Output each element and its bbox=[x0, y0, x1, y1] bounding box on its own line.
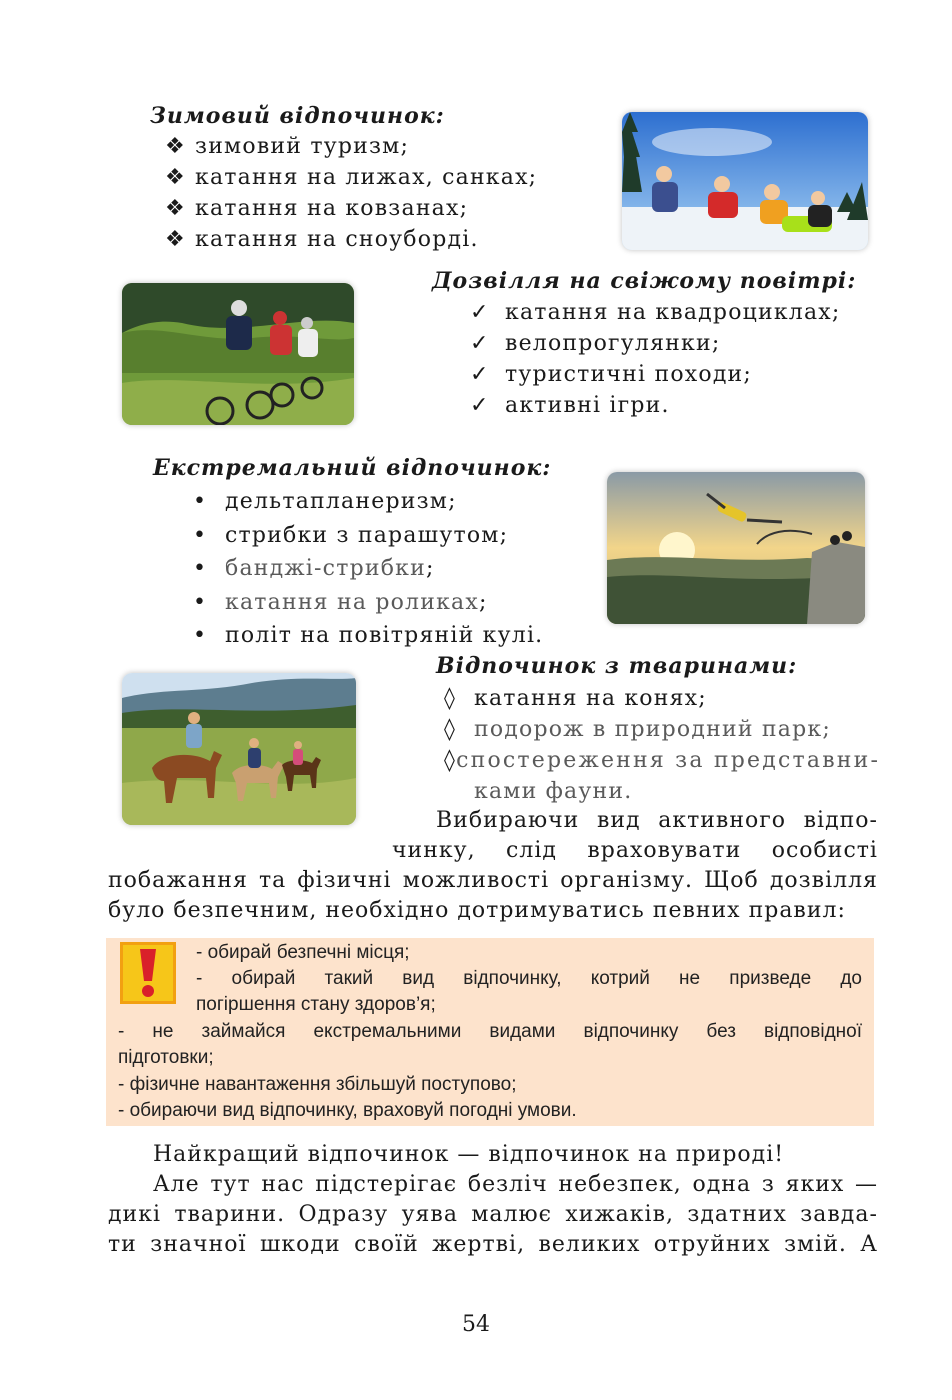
checkmark-icon: ✓ bbox=[470, 362, 490, 387]
rule-item: - обираючи вид відпочинку, враховуй погодні умови. bbox=[118, 1100, 577, 1121]
winter-heading: Зимовий відпочинок: bbox=[150, 103, 445, 129]
rule-item: підготовки; bbox=[118, 1047, 214, 1068]
bullet-icon: • bbox=[193, 556, 208, 581]
lozenge-bullet-icon: ◊ bbox=[444, 686, 457, 711]
safety-rules-box bbox=[106, 938, 874, 1126]
list-item: ◊ подорож в природний парк; bbox=[444, 714, 878, 745]
list-item: ✓ туристичні походи; bbox=[470, 359, 841, 390]
winter-list bbox=[165, 131, 537, 255]
list-item: • банджі-стрибки ; bbox=[193, 552, 543, 586]
rule-item: - обирай такий вид відпочинку, котрий не призведе до bbox=[196, 968, 862, 989]
lozenge-bullet-icon: ◊ bbox=[444, 717, 457, 742]
checkmark-icon: ✓ bbox=[470, 393, 490, 418]
page-number: 54 bbox=[462, 1312, 490, 1337]
diamond-bullet-icon: ❖ bbox=[165, 134, 186, 159]
extreme-heading: Екстремальний відпочинок: bbox=[153, 455, 552, 481]
list-item: ❖ катання на ковзанах; bbox=[165, 193, 537, 224]
extreme-list bbox=[193, 485, 543, 653]
paragraph-2-line-1: Найкращий відпочинок — відпочинок на природі! bbox=[153, 1142, 785, 1167]
diamond-bullet-icon: ❖ bbox=[165, 165, 186, 190]
paragraph-1-line-2: чинку, слід враховувати особисті bbox=[392, 838, 878, 863]
outdoor-heading: Дозвілля на свіжому повітрі: bbox=[432, 268, 857, 294]
rule-item: погіршення стану здоров’я; bbox=[196, 994, 436, 1015]
bullet-icon: • bbox=[193, 489, 208, 514]
list-item: ◊ катання на конях; bbox=[444, 683, 878, 714]
checkmark-icon: ✓ bbox=[470, 331, 490, 356]
bullet-icon: • bbox=[193, 589, 208, 615]
paragraph-2-line-4: ти значної шкоди своїй жертві, великих отруйних змій. А bbox=[108, 1232, 878, 1257]
horse-riding-photo bbox=[122, 673, 356, 825]
list-item: ❖ катання на лижах, санках; bbox=[165, 162, 537, 193]
diamond-bullet-icon: ❖ bbox=[165, 227, 186, 252]
animals-list bbox=[444, 683, 881, 807]
cycling-photo bbox=[122, 283, 354, 425]
paragraph-1-line-4: було безпечним, необхідно дотримуватись певних правил: bbox=[108, 898, 846, 923]
animals-heading: Відпочинок з тваринами: bbox=[436, 653, 798, 679]
paragraph-1-line-1: Вибираючи вид активного відпо- bbox=[436, 808, 878, 833]
outdoor-list bbox=[470, 297, 841, 421]
warning-icon bbox=[120, 942, 176, 1004]
list-item: ✓ катання на квадроциклах; bbox=[470, 297, 841, 328]
list-item: ками фауни. bbox=[474, 779, 633, 804]
list-item: ◊ спостереження за представни- bbox=[444, 745, 878, 776]
rule-item: - фізичне навантаження збільшуй поступово; bbox=[118, 1074, 517, 1095]
checkmark-icon: ✓ bbox=[470, 300, 490, 325]
rule-item: - обирай безпечні місця; bbox=[196, 942, 410, 963]
paragraph-1-line-3: побажання та фізичні можливості організму. Щоб дозвілля bbox=[108, 868, 878, 893]
lozenge-bullet-icon: ◊ bbox=[444, 748, 457, 773]
diamond-bullet-icon: ❖ bbox=[165, 196, 186, 221]
list-item: • політ на повітряній кулі. bbox=[193, 619, 543, 653]
list-item: ✓ велопрогулянки; bbox=[470, 328, 841, 359]
list-item: • дельтапланеризм; bbox=[193, 485, 543, 519]
list-item: ❖ зимовий туризм; bbox=[165, 131, 537, 162]
list-item: ✓ активні ігри. bbox=[470, 390, 841, 421]
list-item: • катання на роликах ; bbox=[193, 586, 543, 620]
paragraph-2-line-3: дикі тварини. Одразу уява малює хижаків, здатних завда- bbox=[108, 1202, 878, 1227]
bullet-icon: • bbox=[193, 623, 208, 648]
paragraph-2-line-2: Але тут нас підстерігає безліч небезпек, одна з яких — bbox=[153, 1172, 878, 1197]
winter-photo bbox=[622, 112, 868, 250]
rule-item: - не займайся екстремальними видами відпочинку без відповідної bbox=[118, 1021, 862, 1042]
bungee-photo bbox=[607, 472, 865, 624]
list-item: ❖ катання на сноуборді. bbox=[165, 224, 537, 255]
bullet-icon: • bbox=[193, 522, 208, 548]
list-item: • стрибки з парашутом; bbox=[193, 519, 543, 553]
